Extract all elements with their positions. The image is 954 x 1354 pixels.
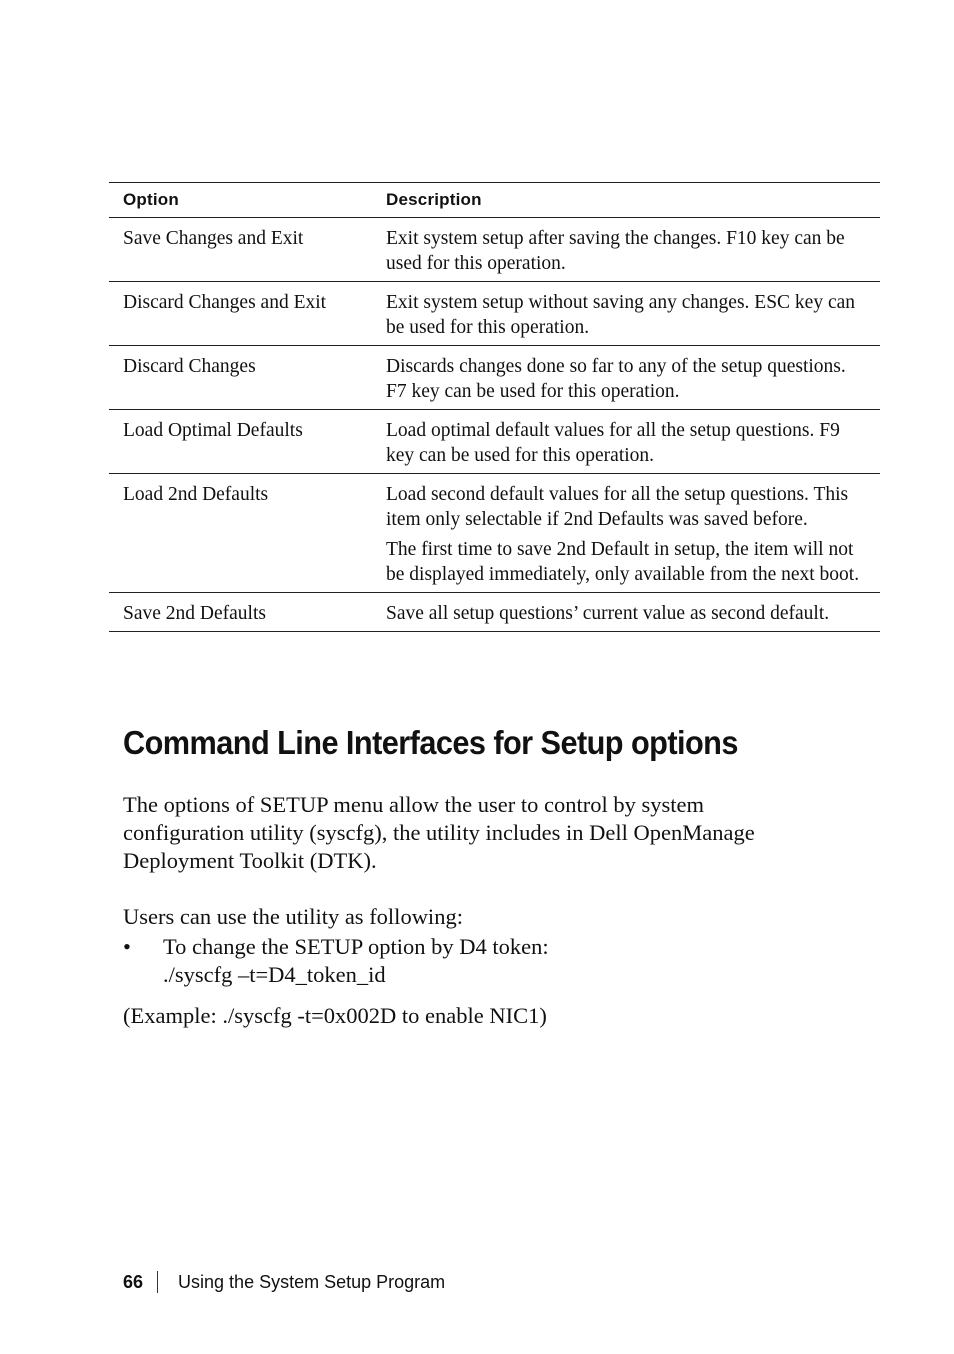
description-cell — [386, 601, 880, 626]
description-paragraph: The first time to save 2nd Default in setup, the item will not be displayed immediately, only available from the next boot. — [386, 539, 860, 585]
header-option: Option — [123, 190, 179, 209]
bullet-marker: • — [123, 934, 131, 959]
table-row — [109, 474, 880, 593]
page-number: 66 — [123, 1271, 144, 1292]
bullet-line-1: To change the SETUP option by D4 token: — [163, 934, 549, 959]
header-description: Description — [386, 190, 482, 209]
table-row — [109, 282, 880, 346]
description-paragraph: Save all setup questions’ current value as second default. — [386, 603, 830, 624]
chapter-title: Using the System Setup Program — [178, 1271, 446, 1292]
description-paragraph: Load second default values for all the setup questions. This item only selectable if 2nd Defaults was saved before. — [386, 484, 849, 530]
option-cell: Discard Changes — [123, 356, 256, 377]
table-row — [109, 218, 880, 282]
example-text: (Example: ./syscfg -t=0x002D to enable NIC1) — [123, 1003, 547, 1028]
description-cell — [386, 482, 880, 587]
option-cell: Load 2nd Defaults — [123, 484, 269, 505]
bullet-line-2: ./syscfg –t=D4_token_id — [163, 962, 386, 987]
table-body — [109, 218, 880, 632]
footer-divider — [157, 1271, 158, 1293]
options-table — [109, 182, 880, 632]
section-heading: Command Line Interfaces for Setup options — [123, 724, 738, 761]
table-header — [109, 183, 880, 218]
description-paragraph: Exit system setup without saving any changes. ESC key can be used for this operation. — [386, 292, 856, 338]
option-cell: Save Changes and Exit — [123, 228, 304, 249]
table-row — [109, 593, 880, 632]
option-cell: Load Optimal Defaults — [123, 420, 303, 441]
usage-lead: Users can use the utility as following: — [123, 904, 463, 929]
intro-paragraph: The options of SETUP menu allow the user to control by system configuration utility (syscfg), the utility includes in Dell OpenManage Deployment Toolkit (DTK). — [123, 792, 755, 873]
description-cell — [386, 418, 880, 468]
option-cell: Discard Changes and Exit — [123, 292, 327, 313]
bullet-text — [163, 933, 549, 989]
description-cell — [386, 354, 880, 404]
table-row — [109, 346, 880, 410]
description-paragraph: Exit system setup after saving the changes. F10 key can be used for this operation. — [386, 228, 845, 274]
page-footer — [123, 1271, 445, 1293]
description-paragraph: Discards changes done so far to any of the setup questions. F7 key can be used for this operation. — [386, 356, 846, 402]
description-cell — [386, 290, 880, 340]
option-cell: Save 2nd Defaults — [123, 603, 266, 624]
description-cell — [386, 226, 880, 276]
table-row — [109, 410, 880, 474]
description-paragraph: Load optimal default values for all the setup questions. F9 key can be used for this operation. — [386, 420, 840, 466]
